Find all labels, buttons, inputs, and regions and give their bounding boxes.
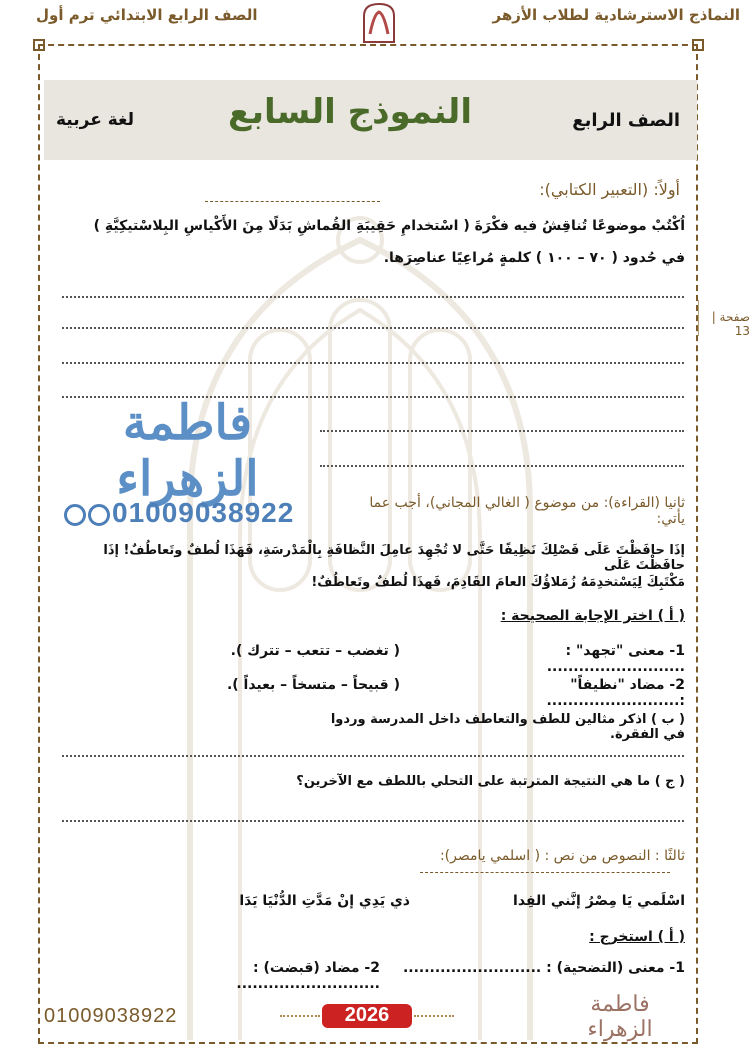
- opposite-question: 2- مضاد (قبضت) : ...........................: [236, 960, 380, 992]
- q1-label: 1- معنى "تجهد" : ..........................: [546, 643, 685, 675]
- section3-heading: ثالثًا : النصوص من نص : ( اسلمي يامصر):: [439, 848, 685, 864]
- phone-icon: [64, 504, 86, 526]
- frame-corner: [692, 39, 704, 51]
- answer-line[interactable]: [62, 362, 684, 364]
- verse-left: ذي يَدِي إنْ مَدَّتِ الدُّنْيَا يَدَا: [239, 893, 410, 909]
- section2-heading: ثانيا (القراءة): من موضوع ( الغالي المجاني)، أجب عما يأتي:: [369, 495, 685, 527]
- subject-label: لغة عربية: [56, 110, 135, 130]
- part-a-heading: ( أ ) اختر الإجابة الصحيحة :: [500, 608, 685, 624]
- footer-divider: [414, 1015, 454, 1017]
- heading-underline: [420, 872, 670, 873]
- section1-prompt-line2: في حُدود ( ٧٠ – ١٠٠ ) كلمةٍ مُراعِيًا عناصِرَها.: [383, 250, 685, 266]
- whatsapp-icon: [88, 504, 110, 526]
- meaning-question: 1- معنى (التضحية) : ..........................: [402, 960, 685, 976]
- section1-prompt-line1: اُكْتُبْ موضوعًا تُناقِشُ فيه فكْرَةَ ( اسْتخدامِ حَقِيبَةِ القُماشِ بَدَلًا مِنَ الأَكْياسِ البِلاسْتيكِيَّةِ ): [93, 218, 685, 234]
- part-c-question: ( ج ) ما هي النتيجة المترتبة على التحلي باللطف مع الآخرين؟: [296, 774, 685, 789]
- footer-logo: فاطمة الزهراء: [587, 992, 653, 1042]
- heading-underline: [205, 201, 380, 202]
- answer-line[interactable]: [62, 296, 684, 298]
- part-a-extract: ( أ ) استخرج :: [589, 929, 685, 945]
- page-title: النموذج السابع: [228, 92, 472, 132]
- footer-divider: [280, 1015, 320, 1017]
- footer-year: 2026: [322, 1004, 412, 1028]
- passage-line2: مَكْتَبِكَ لِيَسْتخدِمَهُ زُمَلاؤُكَ العامَ القَادِمَ، فَهذَا لُطفٌ وتَعاطُفٌ!: [311, 575, 685, 590]
- grade-label: الصف الرابع: [572, 110, 680, 131]
- answer-line[interactable]: [320, 430, 684, 432]
- watermark-phone: 01009038922: [112, 497, 295, 528]
- section1-heading: أولاً: (التعبير الكتابي):: [539, 180, 680, 199]
- q2-label: 2- مضاد "نظيفاً" :.........................: [546, 677, 685, 709]
- answer-line[interactable]: [62, 820, 684, 822]
- answer-line[interactable]: [62, 755, 684, 757]
- q1-choices: ( تغضب – تتعب – تترك ).: [230, 643, 400, 659]
- verse-right: اسْلَمي يَا مِصْرُ إنَّني الفِدا: [513, 893, 685, 909]
- page-number: صفحة | 13: [711, 310, 750, 338]
- footer-phone: 01009038922: [44, 1005, 178, 1027]
- frame-corner: [33, 39, 45, 51]
- answer-line[interactable]: [320, 465, 684, 467]
- top-logo-icon: [360, 2, 398, 44]
- watermark-name: فاطمة الزهراء: [116, 395, 259, 507]
- passage-line1: إذَا حافَظْتَ عَلَى فَصْلِكَ نَظِيفًا حَتَّى لا تُجْهِدَ عامِلَ النَّظافَةِ بِالْمَدْرسَةِ، فَهَذَا لُطفٌ وتَعاطُفٌ! إذَا حافَظْتَ عَلَى: [103, 543, 685, 573]
- part-b-question: ( ب ) اذكر مثالين للطف والتعاطف داخل المدرسة وردوا في الفقرة.: [330, 712, 685, 742]
- top-series-title: النماذج الاسترشادية لطلاب الأزهر: [492, 6, 740, 24]
- answer-line[interactable]: [62, 327, 684, 329]
- top-grade-term-title: الصف الرابع الابتدائي ترم أول: [36, 6, 258, 24]
- q2-choices: ( قبيحاً – متسخاً – بعيداً ).: [226, 677, 400, 693]
